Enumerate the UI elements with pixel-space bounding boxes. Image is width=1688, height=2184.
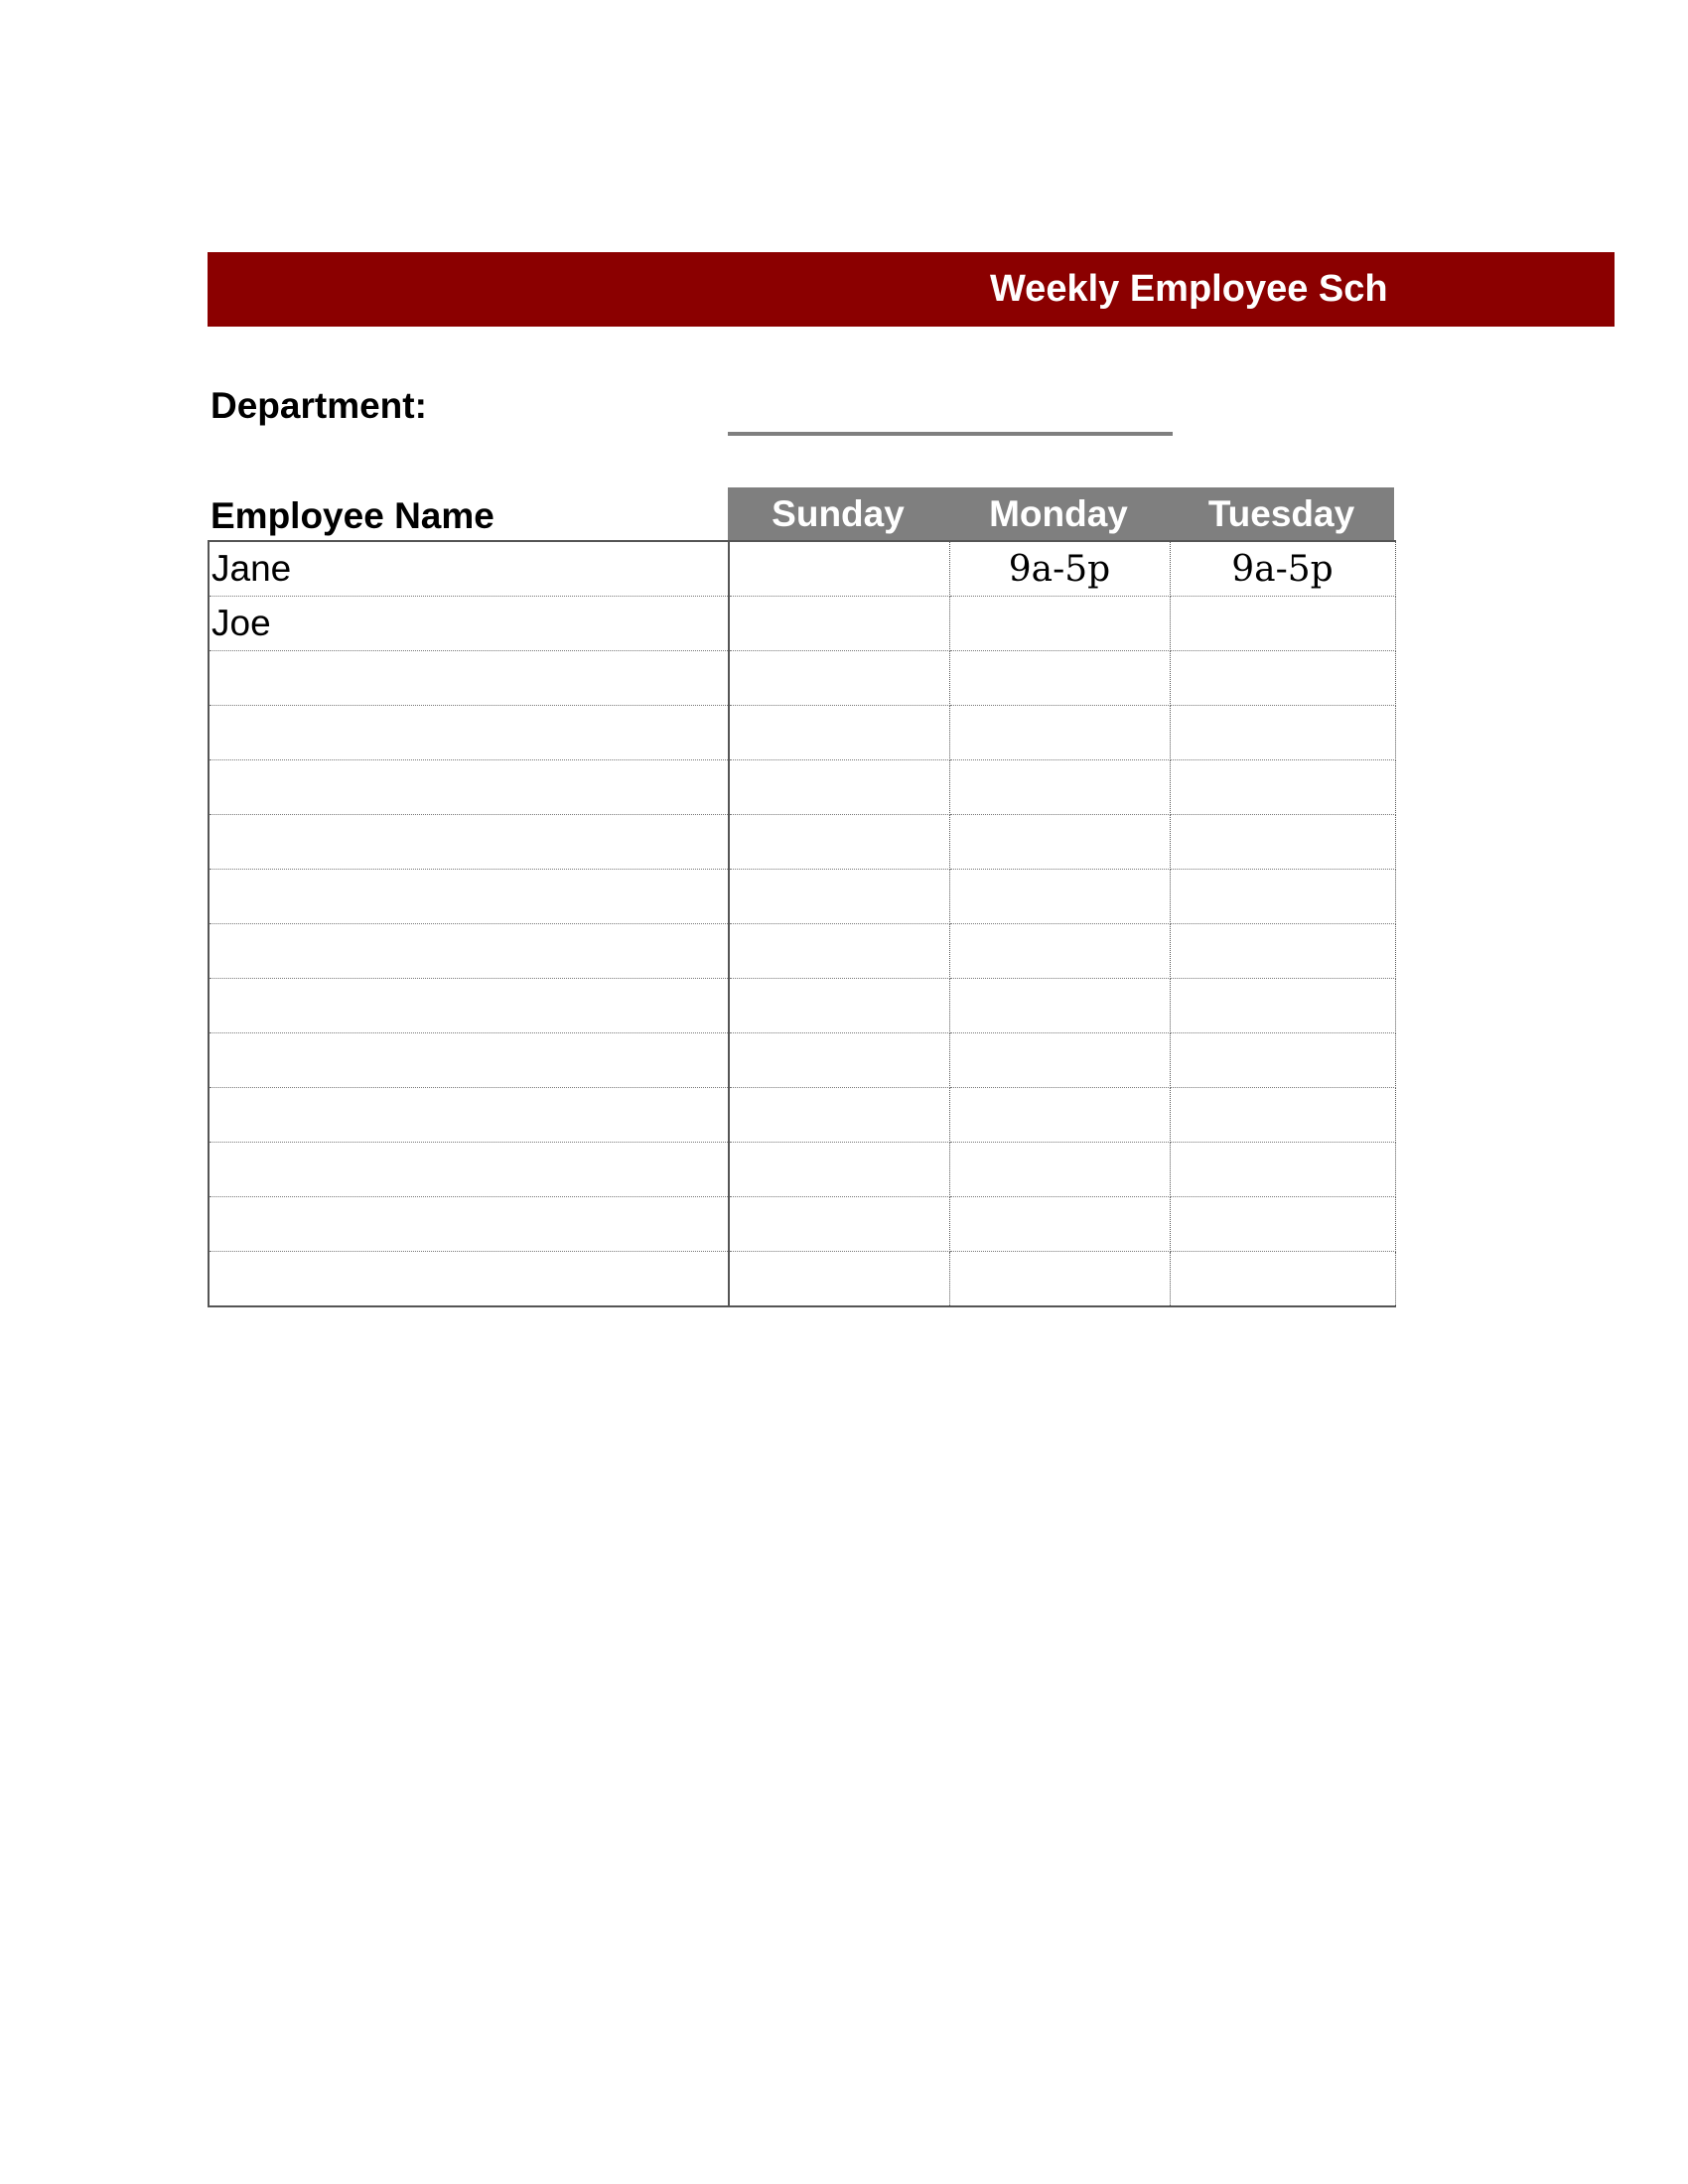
employee-name-cell[interactable]: [209, 924, 729, 979]
employee-name-cell[interactable]: [209, 815, 729, 870]
day-header-sunday: Sunday: [728, 487, 948, 540]
shift-cell-tuesday[interactable]: [1170, 1033, 1395, 1088]
shift-cell-sunday[interactable]: [729, 706, 949, 760]
schedule-body: [209, 541, 1395, 1306]
table-row: [209, 979, 1395, 1033]
shift-cell-tuesday[interactable]: [1170, 1252, 1395, 1307]
schedule-table: [208, 540, 1396, 1307]
shift-cell-tuesday[interactable]: [1170, 1197, 1395, 1252]
shift-cell-sunday[interactable]: [729, 651, 949, 706]
table-row: [209, 1088, 1395, 1143]
shift-cell-monday[interactable]: [949, 815, 1170, 870]
shift-cell-sunday[interactable]: [729, 597, 949, 651]
shift-cell-tuesday[interactable]: [1170, 651, 1395, 706]
shift-cell-monday[interactable]: [949, 870, 1170, 924]
table-row: [209, 541, 1395, 597]
table-row: [209, 1197, 1395, 1252]
shift-cell-sunday[interactable]: [729, 979, 949, 1033]
shift-cell-monday[interactable]: [949, 1088, 1170, 1143]
employee-name-cell[interactable]: Jane: [209, 541, 729, 597]
shift-cell-sunday[interactable]: [729, 1088, 949, 1143]
employee-name-cell[interactable]: Joe: [209, 597, 729, 651]
shift-cell-tuesday[interactable]: [1170, 979, 1395, 1033]
shift-cell-tuesday[interactable]: [1170, 597, 1395, 651]
table-row: [209, 651, 1395, 706]
shift-cell-monday[interactable]: [949, 706, 1170, 760]
table-row: [209, 924, 1395, 979]
department-field[interactable]: [728, 432, 1173, 436]
shift-cell-tuesday[interactable]: [1170, 815, 1395, 870]
employee-name-cell[interactable]: [209, 1197, 729, 1252]
table-row: [209, 870, 1395, 924]
title-banner: [208, 252, 1615, 327]
shift-cell-sunday[interactable]: [729, 1252, 949, 1307]
shift-cell-tuesday[interactable]: 9a-5p: [1170, 541, 1395, 597]
employee-name-cell[interactable]: [209, 1088, 729, 1143]
table-row: [209, 1033, 1395, 1088]
employee-name-cell[interactable]: [209, 651, 729, 706]
shift-cell-sunday[interactable]: [729, 760, 949, 815]
shift-cell-tuesday[interactable]: [1170, 760, 1395, 815]
shift-cell-sunday[interactable]: [729, 1033, 949, 1088]
shift-cell-sunday[interactable]: [729, 541, 949, 597]
shift-cell-monday[interactable]: [949, 1252, 1170, 1307]
employee-name-cell[interactable]: [209, 706, 729, 760]
shift-cell-monday[interactable]: 9a-5p: [949, 541, 1170, 597]
employee-name-header: Employee Name: [211, 495, 494, 536]
day-header-tuesday: Tuesday: [1169, 487, 1394, 540]
shift-cell-monday[interactable]: [949, 1197, 1170, 1252]
shift-cell-tuesday[interactable]: [1170, 1143, 1395, 1197]
shift-cell-sunday[interactable]: [729, 815, 949, 870]
shift-cell-sunday[interactable]: [729, 870, 949, 924]
table-row: [209, 760, 1395, 815]
shift-cell-sunday[interactable]: [729, 1143, 949, 1197]
employee-name-cell[interactable]: [209, 979, 729, 1033]
shift-cell-monday[interactable]: [949, 1143, 1170, 1197]
table-row: [209, 815, 1395, 870]
employee-name-cell[interactable]: [209, 1033, 729, 1088]
employee-name-cell[interactable]: [209, 1143, 729, 1197]
shift-cell-sunday[interactable]: [729, 1197, 949, 1252]
employee-name-cell[interactable]: [209, 870, 729, 924]
shift-cell-monday[interactable]: [949, 979, 1170, 1033]
shift-cell-tuesday[interactable]: [1170, 1088, 1395, 1143]
department-label: Department:: [211, 385, 427, 426]
employee-name-cell[interactable]: [209, 760, 729, 815]
shift-cell-monday[interactable]: [949, 1033, 1170, 1088]
employee-name-cell[interactable]: [209, 1252, 729, 1307]
shift-cell-tuesday[interactable]: [1170, 870, 1395, 924]
shift-cell-monday[interactable]: [949, 760, 1170, 815]
day-header-monday: Monday: [948, 487, 1169, 540]
table-row: [209, 1252, 1395, 1307]
shift-cell-monday[interactable]: [949, 651, 1170, 706]
shift-cell-tuesday[interactable]: [1170, 706, 1395, 760]
shift-cell-tuesday[interactable]: [1170, 924, 1395, 979]
shift-cell-monday[interactable]: [949, 924, 1170, 979]
shift-cell-monday[interactable]: [949, 597, 1170, 651]
table-row: [209, 597, 1395, 651]
table-row: [209, 1143, 1395, 1197]
shift-cell-sunday[interactable]: [729, 924, 949, 979]
page-title: Weekly Employee Sch: [990, 268, 1388, 310]
table-row: [209, 706, 1395, 760]
